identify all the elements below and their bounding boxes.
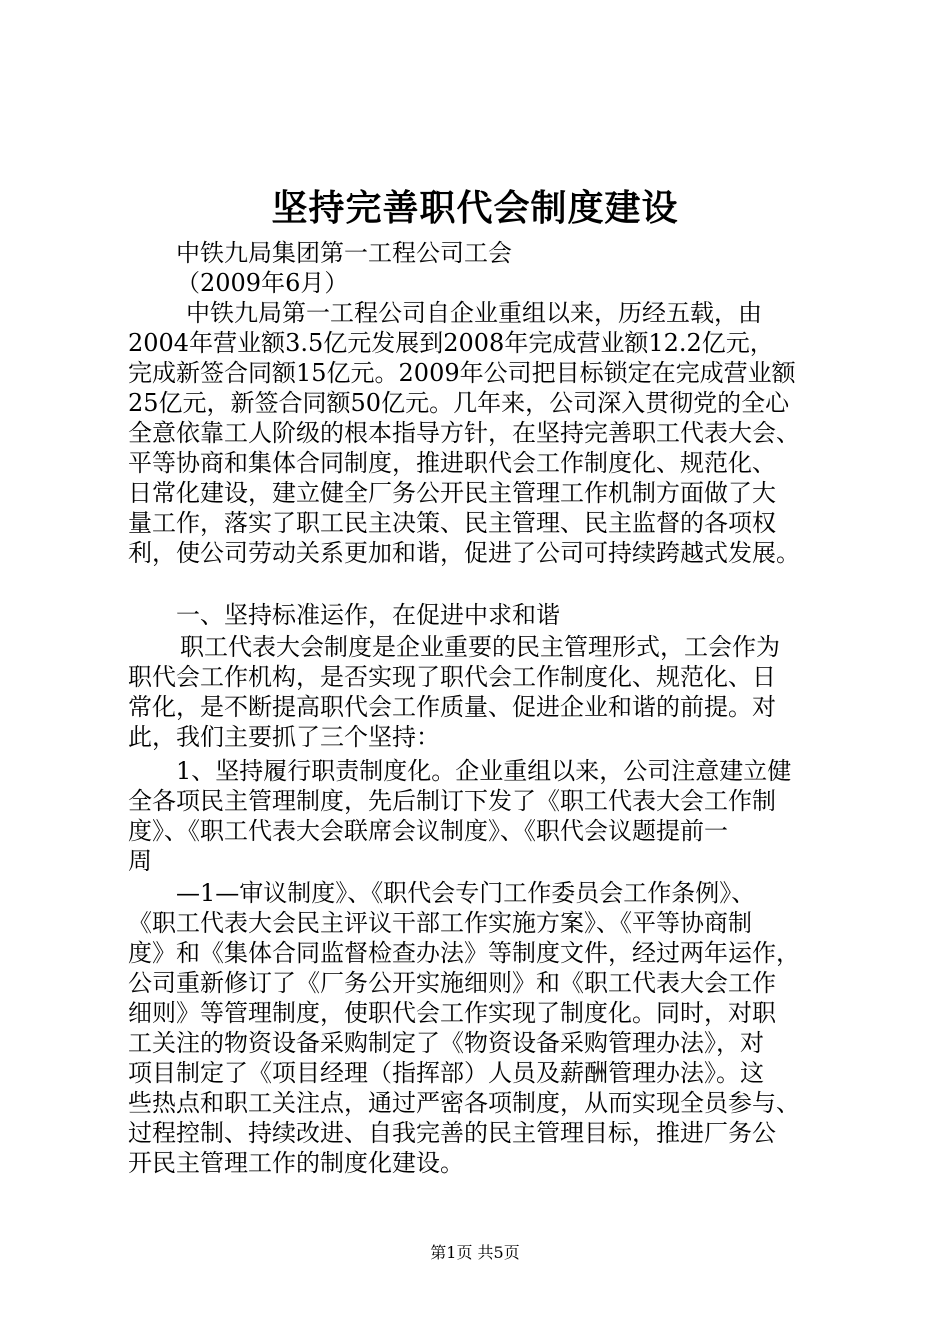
paragraph-line: 1、坚持履行职责制度化。企业重组以来，公司注意建立健	[176, 757, 792, 785]
paragraph-line: 常化，是不断提高职代会工作质量、促进企业和谐的前提。对	[128, 693, 776, 721]
author-line: 中铁九局集团第一工程公司工会	[176, 239, 512, 267]
paragraph-line: 全各项民主管理制度，先后制订下发了《职工代表大会工作制	[128, 787, 776, 815]
paragraph-line: 项目制定了《项目经理（指挥部）人员及薪酬管理办法》。这	[128, 1059, 764, 1087]
paragraph-line: 2004年营业额3.5亿元发展到2008年完成营业额12.2亿元，	[128, 329, 774, 357]
paragraph-line: 工关注的物资设备采购制定了《物资设备采购管理办法》，对	[128, 1029, 764, 1057]
paragraph-line: 此，我们主要抓了三个坚持：	[128, 723, 440, 751]
paragraph-line: 平等协商和集体合同制度，推进职代会工作制度化、规范化、	[128, 449, 776, 477]
paragraph-line: 些热点和职工关注点，通过严密各项制度，从而实现全员参与、	[128, 1089, 800, 1117]
paragraph-line: 利，使公司劳动关系更加和谐，促进了公司可持续跨越式发展。	[128, 539, 800, 567]
paragraph-line: 度》和《集体合同监督检查办法》等制度文件，经过两年运作，	[128, 939, 800, 967]
paragraph-line: 过程控制、持续改进、自我完善的民主管理目标，推进厂务公	[128, 1119, 776, 1147]
date-line: （2009年6月）	[176, 269, 349, 297]
paragraph-line: 25亿元，新签合同额50亿元。几年来，公司深入贯彻党的全心	[128, 389, 790, 417]
section-heading: 一、坚持标准运作，在促进中求和谐	[176, 601, 560, 629]
paragraph-line: —1—审议制度》、《职代会专门工作委员会工作条例》、	[176, 879, 756, 907]
paragraph-line: 全意依靠工人阶级的根本指导方针，在坚持完善职工代表大会、	[128, 419, 800, 447]
paragraph-line: 完成新签合同额15亿元。2009年公司把目标锁定在完成营业额	[128, 359, 796, 387]
paragraph-line: 度》、《职工代表大会联席会议制度》、《职代会议题提前一	[128, 817, 728, 845]
document-title: 坚持完善职代会制度建设	[271, 187, 679, 229]
page-number: 第1页 共5页	[430, 1243, 520, 1262]
paragraph-line: 中铁九局第一工程公司自企业重组以来，历经五载，由	[186, 299, 762, 327]
paragraph-line: 周	[128, 847, 152, 875]
paragraph-line: 日常化建设，建立健全厂务公开民主管理工作机制方面做了大	[128, 479, 776, 507]
paragraph-line: 细则》等管理制度，使职代会工作实现了制度化。同时，对职	[128, 999, 776, 1027]
paragraph-line: 职工代表大会制度是企业重要的民主管理形式，工会作为	[180, 633, 780, 661]
paragraph-line: 量工作，落实了职工民主决策、民主管理、民主监督的各项权	[128, 509, 776, 537]
paragraph-line: 职代会工作机构，是否实现了职代会工作制度化、规范化、日	[128, 663, 776, 691]
paragraph-line: 《职工代表大会民主评议干部工作实施方案》、《平等协商制	[128, 909, 752, 937]
paragraph-line: 开民主管理工作的制度化建设。	[128, 1149, 464, 1177]
paragraph-line: 公司重新修订了《厂务公开实施细则》和《职工代表大会工作	[128, 969, 776, 997]
